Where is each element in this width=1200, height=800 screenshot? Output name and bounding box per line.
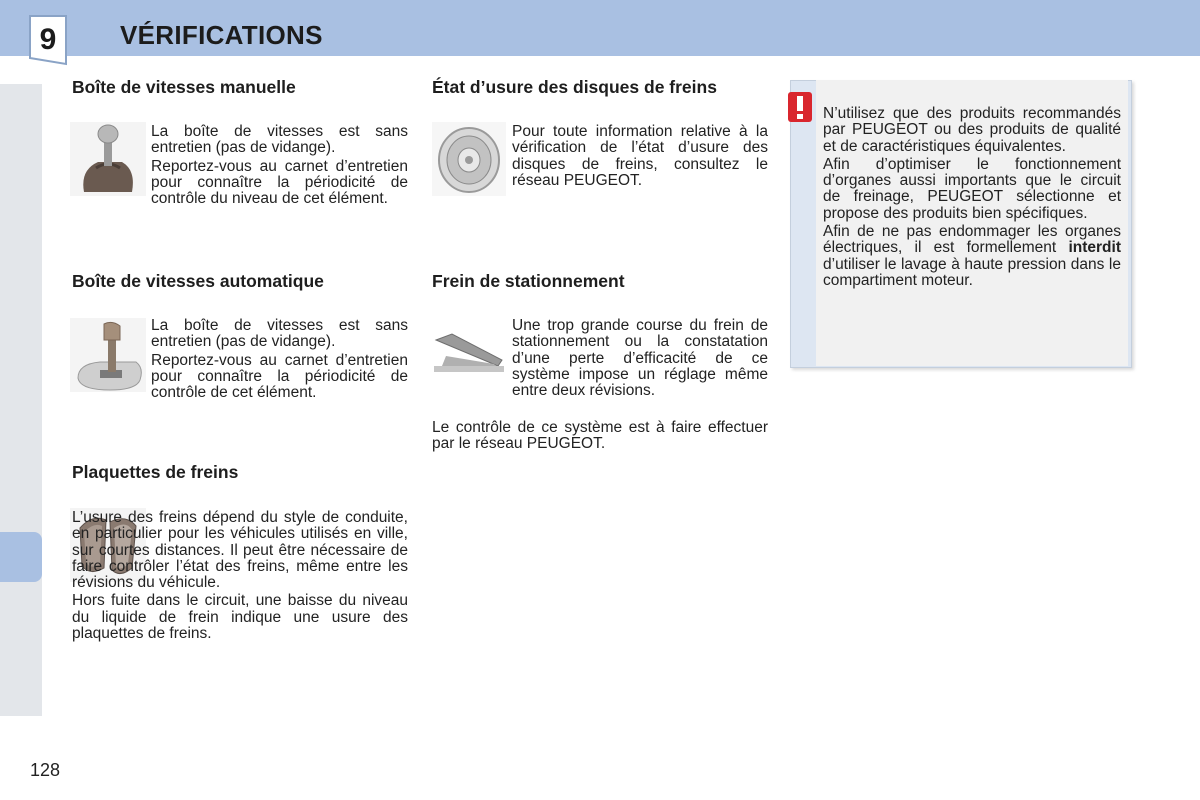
automatic-gearbox-text	[151, 318, 408, 401]
section-title-manual-gearbox: Boîte de vitesses manuelle	[72, 77, 296, 97]
brake-pads-paragraph-1: L’usure des freins dépend du style de conduite, en particulier pour les véhicules utilisés en ville, sur courtes distances. Il peut être nécessaire de faire contrôler l’état des freins, même entre les révisions du véhicule.	[72, 509, 408, 592]
chapter-side-tab	[0, 532, 42, 582]
automatic-gearbox-paragraph-1: La boîte de vitesses est sans entretien (pas de vidange).	[151, 317, 408, 351]
warning-text	[823, 106, 1121, 289]
brake-pads-paragraph-2: Hors fuite dans le circuit, une baisse du niveau du liquide de frein indique une usure des plaquettes de freins.	[72, 592, 408, 643]
automatic-gearbox-paragraph-2: Reportez-vous au carnet d’entretien pour connaître la périodicité de contrôle de cet élément.	[151, 351, 408, 402]
parking-brake-text-1	[512, 318, 768, 399]
brake-discs-paragraph-1: Pour toute information relative à la vérification de l’état d’usure des disques de freins, consultez le réseau PEUGEOT.	[512, 123, 768, 189]
section-title-brake-discs: État d’usure des disques de freins	[432, 77, 717, 97]
chapter-tab	[28, 14, 68, 66]
manual-gearbox-icon	[70, 122, 146, 196]
warning-p3-after: d’utiliser le lavage à haute pression dans le compartiment moteur.	[823, 255, 1121, 289]
automatic-gearbox-icon	[70, 318, 146, 392]
warning-paragraph-1: N’utilisez que des produits recommandés par PEUGEOT ou des produits de qualité et de caractéristiques équivalentes.	[823, 105, 1121, 155]
manual-gearbox-paragraph-1: La boîte de vitesses est sans entretien (pas de vidange).	[151, 123, 408, 157]
exclamation-icon	[788, 92, 812, 122]
section-title-parking-brake: Frein de stationnement	[432, 271, 625, 291]
brake-disc-icon	[432, 122, 506, 196]
page-number: 128	[30, 760, 61, 780]
manual-gearbox-paragraph-2: Reportez-vous au carnet d’entretien pour connaître la périodicité de contrôle du niveau de cet élément.	[151, 157, 408, 208]
parking-brake-icon	[432, 326, 506, 376]
brake-pads-text	[72, 510, 408, 642]
section-title-brake-pads: Plaquettes de freins	[72, 462, 239, 482]
side-strip	[0, 84, 42, 716]
warning-p3-bold: interdit	[1068, 239, 1121, 257]
manual-gearbox-text	[151, 124, 408, 207]
chapter-number: 9	[39, 23, 57, 56]
warning-p3-before: Afin de ne pas endommager les organes électriques, il est formellement	[823, 223, 1121, 257]
warning-paragraph-2: Afin d’optimiser le fonctionnement d’organes aussi importants que le circuit de freinage, PEUGEOT sélectionne et propose des produits bien spécifiques.	[823, 155, 1121, 222]
parking-brake-paragraph-2: Le contrôle de ce système est à faire effectuer par le réseau PEUGEOT.	[432, 419, 768, 453]
section-title-automatic-gearbox: Boîte de vitesses automatique	[72, 271, 324, 291]
brake-discs-text	[512, 124, 768, 189]
parking-brake-text-2	[432, 420, 768, 453]
parking-brake-paragraph-1: Une trop grande course du frein de stationnement ou la constatation d’une perte d’efficacité de ce système impose un réglage même entre deux révisions.	[512, 317, 768, 400]
page-title: VÉRIFICATIONS	[120, 20, 323, 50]
warning-paragraph-3	[823, 224, 1121, 289]
